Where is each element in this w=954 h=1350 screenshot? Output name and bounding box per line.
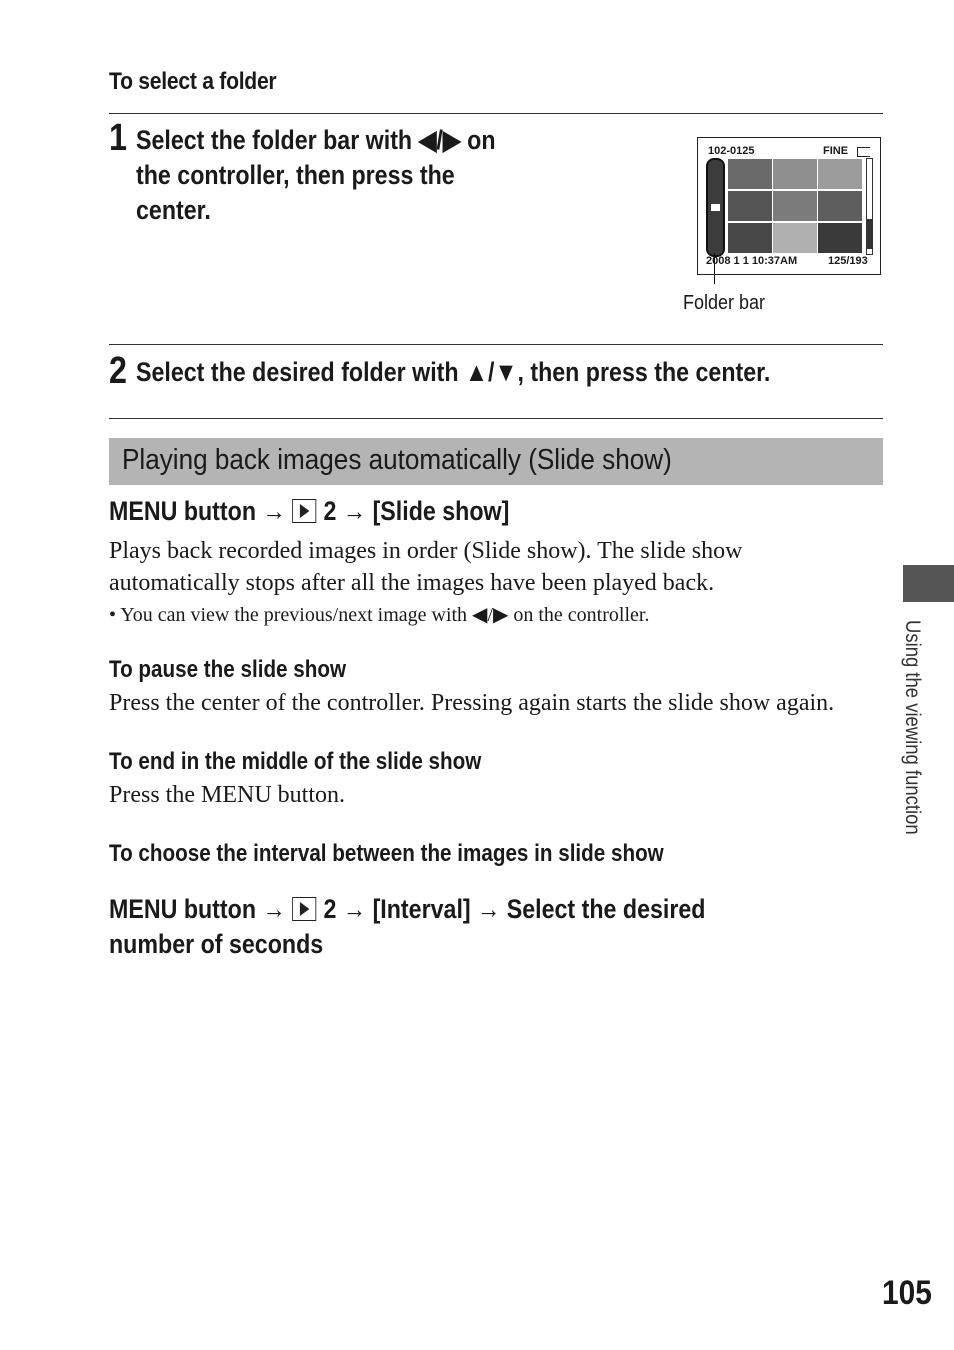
divider <box>109 418 883 419</box>
thumbnail <box>818 223 862 253</box>
scrollbar <box>866 158 873 255</box>
menu-path-rest: 2 → [Slide show] <box>323 496 510 526</box>
playback-icon <box>293 897 317 921</box>
thumbnail <box>818 159 862 189</box>
thumbnail <box>818 191 862 221</box>
chapter-tab <box>903 565 954 602</box>
step-number-2: 2 <box>109 350 127 392</box>
step-1-line-1: Select the folder bar with ◀/▶ on <box>136 125 496 155</box>
menu-path-slide-show <box>109 494 509 529</box>
image-size-icon <box>857 147 870 157</box>
thumbnail <box>728 159 772 189</box>
description-line-1: Plays back recorded images in order (Slide show). The slide show <box>109 538 743 564</box>
divider <box>109 344 883 345</box>
section-title: Playing back images automatically (Slide show) <box>122 444 672 476</box>
date-time: 2008 1 1 10:37AM <box>706 255 798 267</box>
pause-title: To pause the slide show <box>109 656 347 683</box>
section-description <box>109 535 742 599</box>
chapter-side-label: Using the viewing function <box>901 620 924 835</box>
thumbnail <box>773 191 817 221</box>
menu-path-interval <box>109 892 706 962</box>
playback-icon <box>293 499 317 523</box>
image-counter: 125/193 <box>828 255 868 267</box>
divider <box>109 113 883 114</box>
interval-title: To choose the interval between the images in slide show <box>109 840 664 867</box>
folder-bar-label: Folder bar <box>683 292 766 314</box>
section-heading-band <box>109 438 883 485</box>
interval-path-start: MENU button → <box>109 894 286 924</box>
quality-indicator: FINE <box>823 145 849 157</box>
menu-path-start: MENU button → <box>109 496 286 526</box>
interval-path-line-1 <box>109 892 706 927</box>
thumbnail <box>773 223 817 253</box>
step-1-line-2: the controller, then press the <box>136 160 455 190</box>
lcd-screen-illustration <box>697 137 881 275</box>
bullet-note: • You can view the previous/next image with ◀/▶ on the controller. <box>109 604 650 626</box>
thumbnail <box>773 159 817 189</box>
end-title: To end in the middle of the slide show <box>109 748 482 775</box>
step-number-1: 1 <box>109 117 127 159</box>
page-number: 105 <box>882 1274 932 1312</box>
thumbnail <box>728 191 772 221</box>
step-1-instruction <box>136 123 496 228</box>
end-text: Press the MENU button. <box>109 782 345 808</box>
folder-icon <box>706 158 725 257</box>
callout-line <box>714 253 715 284</box>
thumbnail <box>728 223 772 253</box>
subsection-title-select-folder: To select a folder <box>109 68 277 95</box>
description-line-2: automatically stops after all the images have been played back. <box>109 570 715 596</box>
folder-number: 102-0125 <box>708 145 755 157</box>
interval-path-line-2: number of seconds <box>109 929 324 959</box>
interval-path-rest: 2 → [Interval] → Select the desired <box>323 894 706 924</box>
pause-text: Press the center of the controller. Pressing again starts the slide show again. <box>109 690 835 716</box>
step-1-line-3: center. <box>136 195 211 225</box>
step-2-instruction: Select the desired folder with ▲/▼, then press the center. <box>136 357 771 387</box>
